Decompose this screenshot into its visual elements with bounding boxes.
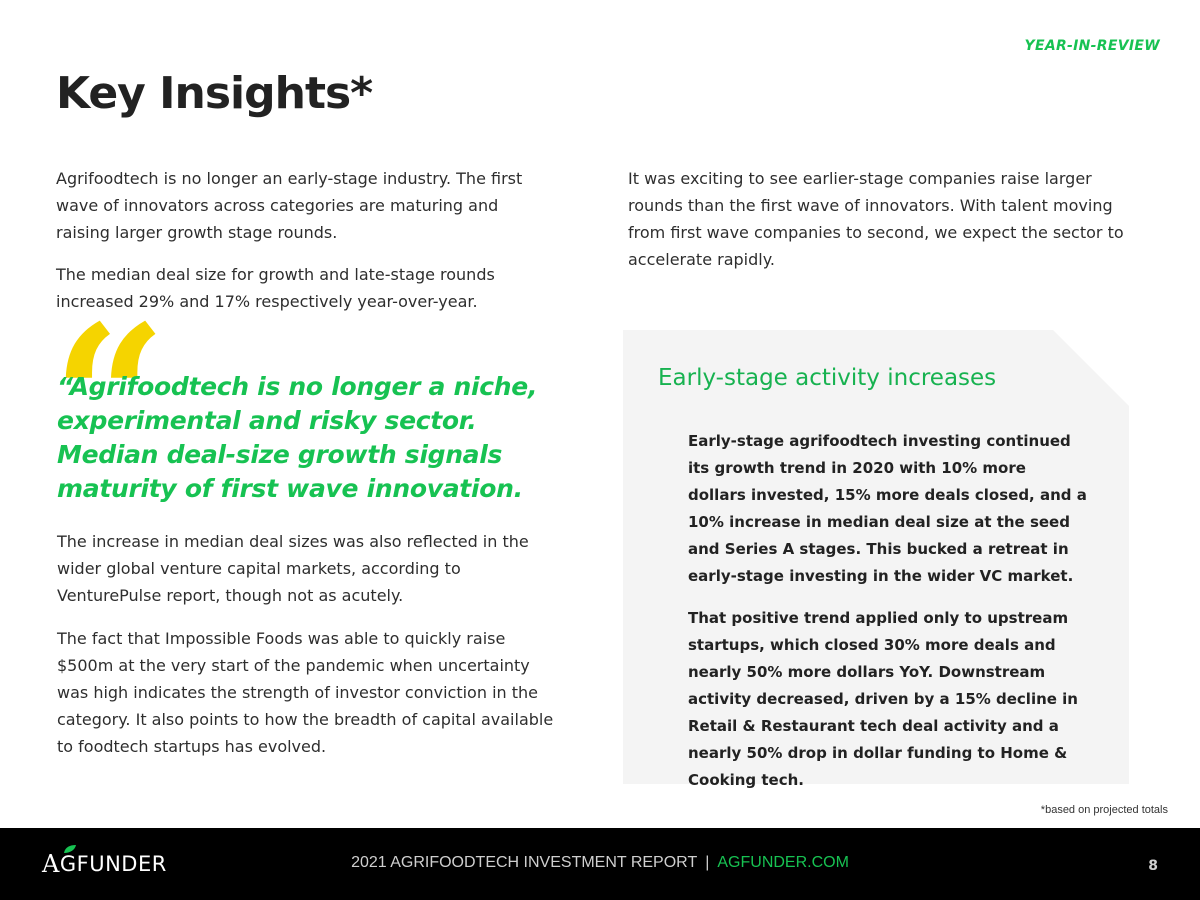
leaf-icon — [63, 844, 77, 854]
sidebar-paragraph-2: That positive trend applied only to upstream startups, which closed 30% more deals and nearly 50% more dollars YoY. Downstream activity decreased, driven by a 15% decline in Retail & Restaurant tech deal activity and a nearly 50% drop in dollar funding to Home & Cooking tech. — [688, 609, 1078, 789]
logo-letter-a: A — [42, 850, 60, 878]
footer-report-line — [0, 854, 1200, 872]
section-tag: YEAR-IN-REVIEW — [1024, 38, 1160, 54]
median-deal-paragraph: The median deal size for growth and late-stage rounds increased 29% and 17% respectively year-over-year. — [56, 265, 495, 311]
intro-paragraph: Agrifoodtech is no longer an early-stage industry. The first wave of innovators across categories are maturing and raising larger growth stage rounds. — [56, 169, 523, 242]
footer — [0, 828, 1200, 900]
footer-separator: | — [705, 854, 710, 871]
logo-wordmark: FUNDER — [76, 852, 167, 876]
page-number: 8 — [1148, 858, 1158, 874]
early-stage-paragraph: It was exciting to see earlier-stage companies raise larger rounds than the first wave of innovators. With talent moving from first wave companies to second, we expect the sector to accelerate rapidly. — [628, 169, 1124, 269]
site-link[interactable]: AGFUNDER.COM — [717, 854, 849, 871]
pull-quote: “Agrifoodtech is no longer a niche, experimental and risky sector. Median deal-size growth signals maturity of first wave innovation. — [57, 372, 538, 503]
page-title: Key Insights* — [56, 68, 373, 119]
footnote: *based on projected totals — [1040, 804, 1168, 816]
venturepulse-paragraph: The increase in median deal sizes was also reflected in the wider global venture capital markets, according to VenturePulse report, though not as acutely. — [57, 532, 529, 605]
impossible-foods-paragraph: The fact that Impossible Foods was able to quickly raise $500m at the very start of the pandemic when uncertainty was high indicates the strength of investor conviction in the category. It also points to how the breadth of capital available to foodtech startups has evolved. — [57, 629, 554, 756]
logo-letter-g: G — [59, 852, 77, 876]
report-title: 2021 AGRIFOODTECH INVESTMENT REPORT — [351, 854, 698, 871]
sidebar-paragraph-1: Early-stage agrifoodtech investing continued its growth trend in 2020 with 10% more dollars invested, 15% more deals closed, and a 10% increase in median deal size at the seed and Series A stages. This bucked a retreat in early-stage investing in the wider VC market. — [688, 432, 1087, 585]
sidebar-heading: Early-stage activity increases — [658, 365, 997, 391]
quote-mark-icon: “ — [52, 282, 168, 517]
